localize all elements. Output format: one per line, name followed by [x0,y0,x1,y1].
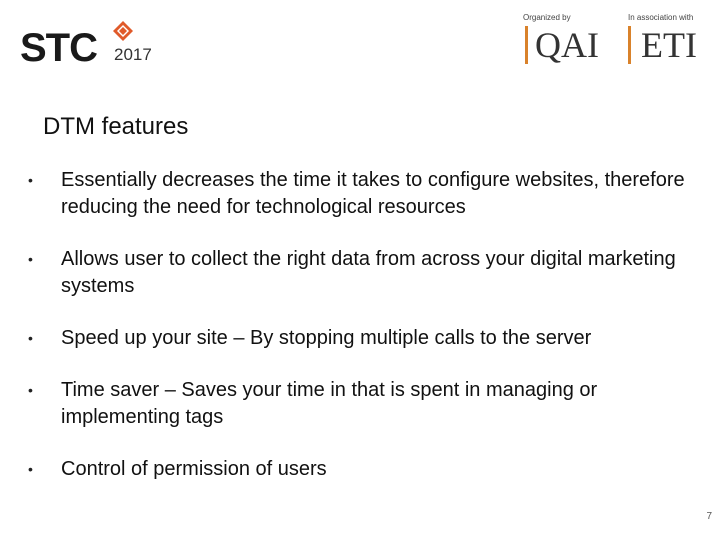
bullet-item [28,325,688,352]
eti-logo-text: ETI [641,25,697,65]
slide-title: DTM features [43,113,189,140]
bullet-item [28,377,688,431]
qai-accent-bar [525,26,528,64]
organized-by-label: Organized by [523,13,571,22]
page-number: 7 [706,511,712,522]
bullet-icon: • [28,251,33,267]
bullet-item [28,246,688,300]
bullet-text: Time saver – Saves your time in that is spent in managing or implementing tags [61,379,598,428]
stc-logo-text: STC [20,26,97,70]
bullet-text: Control of permission of users [61,458,327,480]
in-association-label: In association with [628,13,694,22]
bullet-icon: • [28,172,33,188]
bullet-text: Essentially decreases the time it takes to configure websites, therefore reducing the need for technological resources [61,169,685,218]
bullet-list [28,167,688,508]
bullet-text: Speed up your site – By stopping multiple calls to the server [61,327,592,349]
bullet-icon: • [28,382,33,398]
bullet-icon: • [28,461,33,477]
bullet-item [28,167,688,221]
bullet-icon: • [28,330,33,346]
stc-logo-year: 2017 [114,45,152,64]
qai-logo-text: QAI [535,25,599,65]
bullet-text: Allows user to collect the right data from across your digital marketing systems [61,248,676,297]
eti-accent-bar [628,26,631,64]
stc-2017-logo [20,20,180,70]
diamond-icon [112,20,134,42]
bullet-item [28,456,688,483]
